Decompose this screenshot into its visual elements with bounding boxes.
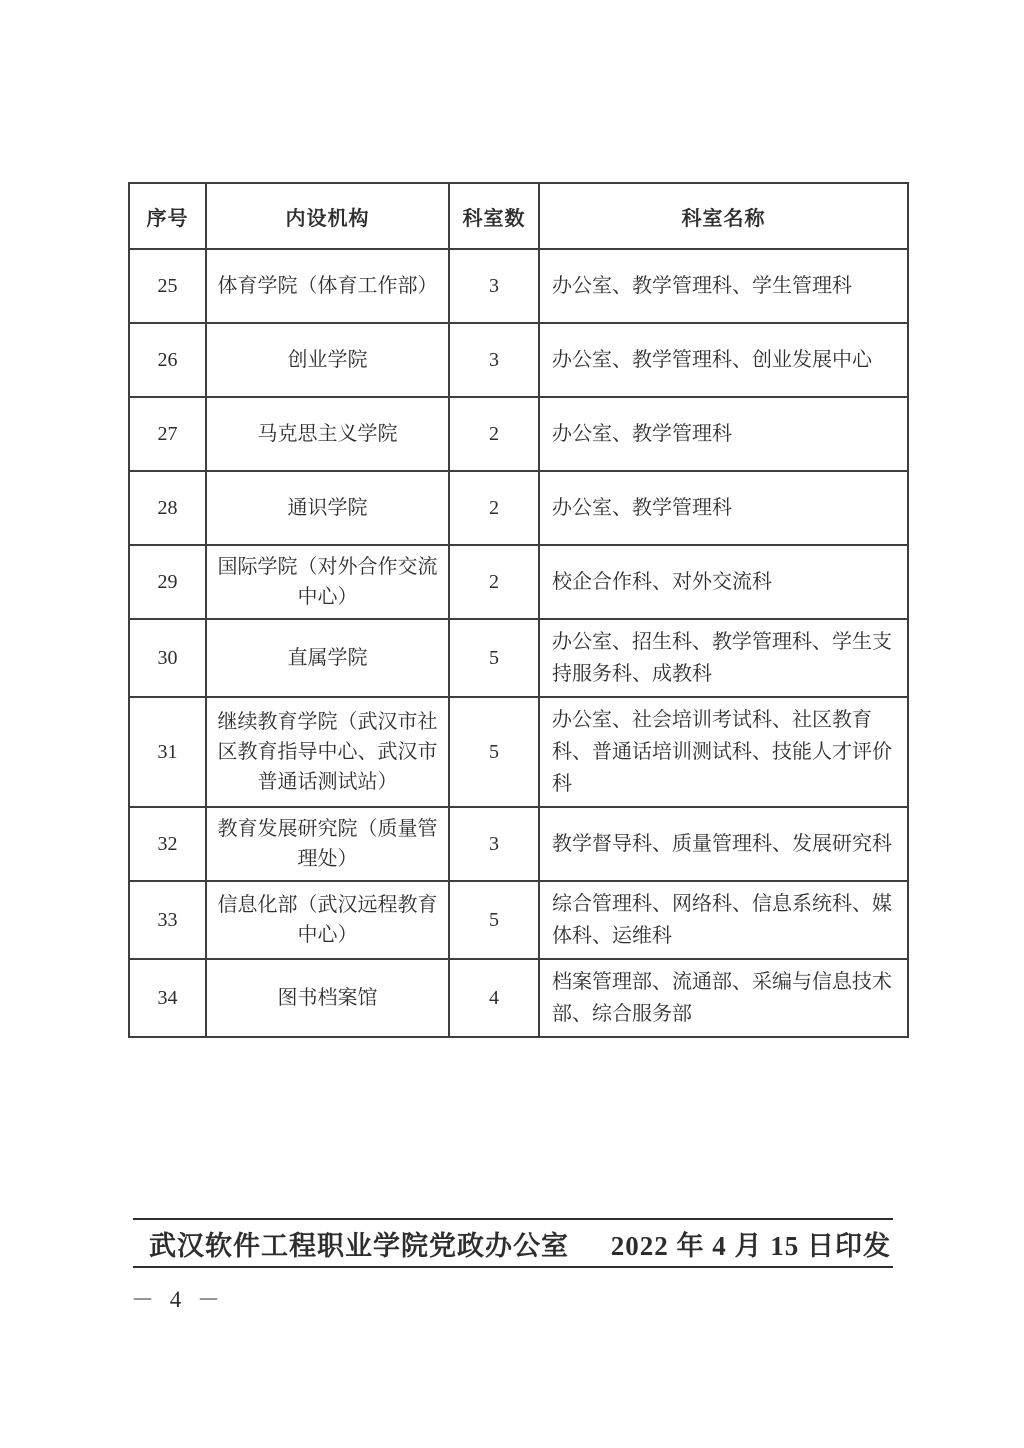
cell-department-names: 办公室、教学管理科	[539, 397, 908, 471]
cell-serial-number: 25	[129, 249, 206, 323]
cell-department-names: 档案管理部、流通部、采编与信息技术部、综合服务部	[539, 959, 908, 1037]
cell-department-names: 综合管理科、网络科、信息系统科、媒体科、运维科	[539, 881, 908, 959]
cell-organization: 体育学院（体育工作部）	[206, 249, 449, 323]
cell-department-count: 3	[449, 807, 539, 881]
cell-organization: 教育发展研究院（质量管理处）	[206, 807, 449, 881]
cell-organization: 通识学院	[206, 471, 449, 545]
cell-serial-number: 33	[129, 881, 206, 959]
cell-serial-number: 28	[129, 471, 206, 545]
cell-department-names: 办公室、教学管理科、创业发展中心	[539, 323, 908, 397]
cell-serial-number: 27	[129, 397, 206, 471]
cell-serial-number: 26	[129, 323, 206, 397]
header-department-names: 科室名称	[539, 183, 908, 249]
cell-department-count: 5	[449, 881, 539, 959]
cell-department-count: 2	[449, 471, 539, 545]
cell-department-count: 3	[449, 323, 539, 397]
table-row	[129, 881, 908, 959]
cell-organization: 马克思主义学院	[206, 397, 449, 471]
table-row	[129, 697, 908, 807]
cell-serial-number: 31	[129, 697, 206, 807]
table-row	[129, 619, 908, 697]
cell-department-count: 2	[449, 545, 539, 619]
cell-department-count: 5	[449, 697, 539, 807]
cell-organization: 信息化部（武汉远程教育中心）	[206, 881, 449, 959]
cell-department-names: 办公室、教学管理科、学生管理科	[539, 249, 908, 323]
header-serial-number: 序号	[129, 183, 206, 249]
table-header-row	[129, 183, 908, 249]
cell-serial-number: 32	[129, 807, 206, 881]
colophon	[133, 1218, 893, 1268]
cell-department-names: 办公室、招生科、教学管理科、学生支持服务科、成教科	[539, 619, 908, 697]
header-department-count: 科室数	[449, 183, 539, 249]
cell-serial-number: 29	[129, 545, 206, 619]
header-organization: 内设机构	[206, 183, 449, 249]
table-row	[129, 249, 908, 323]
cell-department-count: 5	[449, 619, 539, 697]
table-row	[129, 397, 908, 471]
table-row	[129, 545, 908, 619]
organizations-table	[128, 182, 909, 1038]
cell-department-names: 办公室、教学管理科	[539, 471, 908, 545]
cell-department-names: 校企合作科、对外交流科	[539, 545, 908, 619]
cell-serial-number: 34	[129, 959, 206, 1037]
table-row	[129, 323, 908, 397]
colophon-issuer: 武汉软件工程职业学院党政办公室	[149, 1230, 569, 1261]
table-row	[129, 471, 908, 545]
cell-department-count: 3	[449, 249, 539, 323]
cell-organization: 国际学院（对外合作交流中心）	[206, 545, 449, 619]
cell-organization: 直属学院	[206, 619, 449, 697]
cell-department-count: 2	[449, 397, 539, 471]
cell-organization: 图书档案馆	[206, 959, 449, 1037]
table-row	[129, 807, 908, 881]
cell-serial-number: 30	[129, 619, 206, 697]
table-row	[129, 959, 908, 1037]
page-number: － 4 －	[131, 1287, 225, 1312]
cell-department-names: 办公室、社会培训考试科、社区教育科、普通话培训测试科、技能人才评价科	[539, 697, 908, 807]
cell-organization: 创业学院	[206, 323, 449, 397]
cell-organization: 继续教育学院（武汉市社区教育指导中心、武汉市普通话测试站）	[206, 697, 449, 807]
colophon-print-date: 2022 年 4 月 15 日印发	[610, 1230, 891, 1261]
cell-department-count: 4	[449, 959, 539, 1037]
cell-department-names: 教学督导科、质量管理科、发展研究科	[539, 807, 908, 881]
